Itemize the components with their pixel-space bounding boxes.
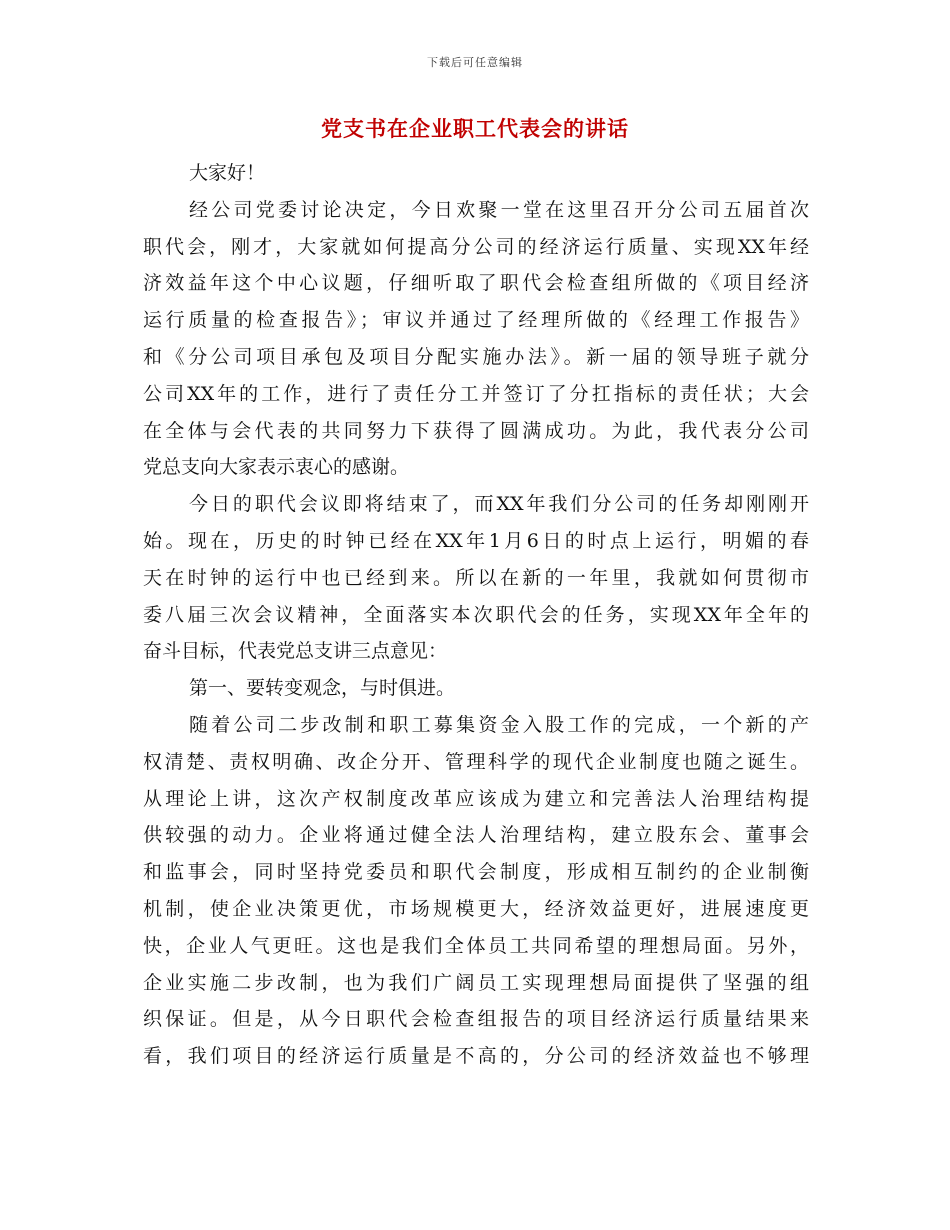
text-line: 今日的职代会议即将结束了，而XX年我们分公司的任务却刚刚开 <box>189 493 809 516</box>
text-line: 机制，使企业决策更优，市场规模更大，经济效益更好，进展速度更 <box>143 897 809 920</box>
text-line: 运行质量的检查报告》；审议并通过了经理所做的《经理工作报告》 <box>143 309 809 332</box>
text-line: 奋斗目标，代表党总支讲三点意见： <box>143 640 448 663</box>
text-line: 看，我们项目的经济运行质量是不高的，分公司的经济效益也不够理 <box>143 1045 809 1068</box>
text-line: 第一、要转变观念，与时俱进。 <box>189 677 456 700</box>
text-line: 织保证。但是，从今日职代会检查组报告的项目经济运行质量结果来 <box>143 1008 809 1031</box>
text-line: 经公司党委讨论决定，今日欢聚一堂在这里召开分公司五届首次 <box>189 198 809 221</box>
text-line: 在全体与会代表的共同努力下获得了圆满成功。为此，我代表分公司 <box>143 419 809 442</box>
text-line: 大家好！ <box>189 162 266 184</box>
text-line: 和《分公司项目承包及项目分配实施办法》。新一届的领导班子就分 <box>143 345 809 368</box>
text-line: 职代会，刚才，大家就如何提高分公司的经济运行质量、实现XX年经 <box>143 235 809 258</box>
text-line: 快，企业人气更旺。这也是我们全体员工共同希望的理想局面。另外， <box>143 934 809 957</box>
document-body <box>143 155 809 1075</box>
text-line: 供较强的动力。企业将通过健全法人治理结构，建立股东会、董事会 <box>143 824 809 847</box>
text-line: 天在时钟的运行中也已经到来。所以在新的一年里，我就如何贯彻市 <box>143 566 809 589</box>
text-line: 党总支向大家表示衷心的感谢。 <box>143 456 410 479</box>
document-title: 党支书在企业职工代表会的讲话 <box>321 116 629 141</box>
text-line: 公司XX年的工作，进行了责任分工并签订了分扛指标的责任状；大会 <box>143 382 809 405</box>
text-line: 济效益年这个中心议题，仔细听取了职代会检查组所做的《项目经济 <box>143 272 809 295</box>
text-line: 和监事会，同时坚持党委员和职代会制度，形成相互制约的企业制衡 <box>143 861 809 884</box>
text-line: 企业实施二步改制，也为我们广阔员工实现理想局面提供了坚强的组 <box>143 971 809 994</box>
header-note: 下载后可任意编辑 <box>427 56 523 69</box>
text-line: 从理论上讲，这次产权制度改革应该成为建立和完善法人治理结构提 <box>143 787 809 810</box>
text-line: 委八届三次会议精神，全面落实本次职代会的任务，实现XX年全年的 <box>143 603 809 626</box>
text-line: 随着公司二步改制和职工募集资金入股工作的完成，一个新的产 <box>189 713 809 736</box>
text-line: 始。现在，历史的时钟已经在XX年1月6日的时点上运行，明媚的春 <box>143 529 809 552</box>
text-line: 权清楚、责权明确、改企分开、管理科学的现代企业制度也随之诞生。 <box>143 750 809 773</box>
